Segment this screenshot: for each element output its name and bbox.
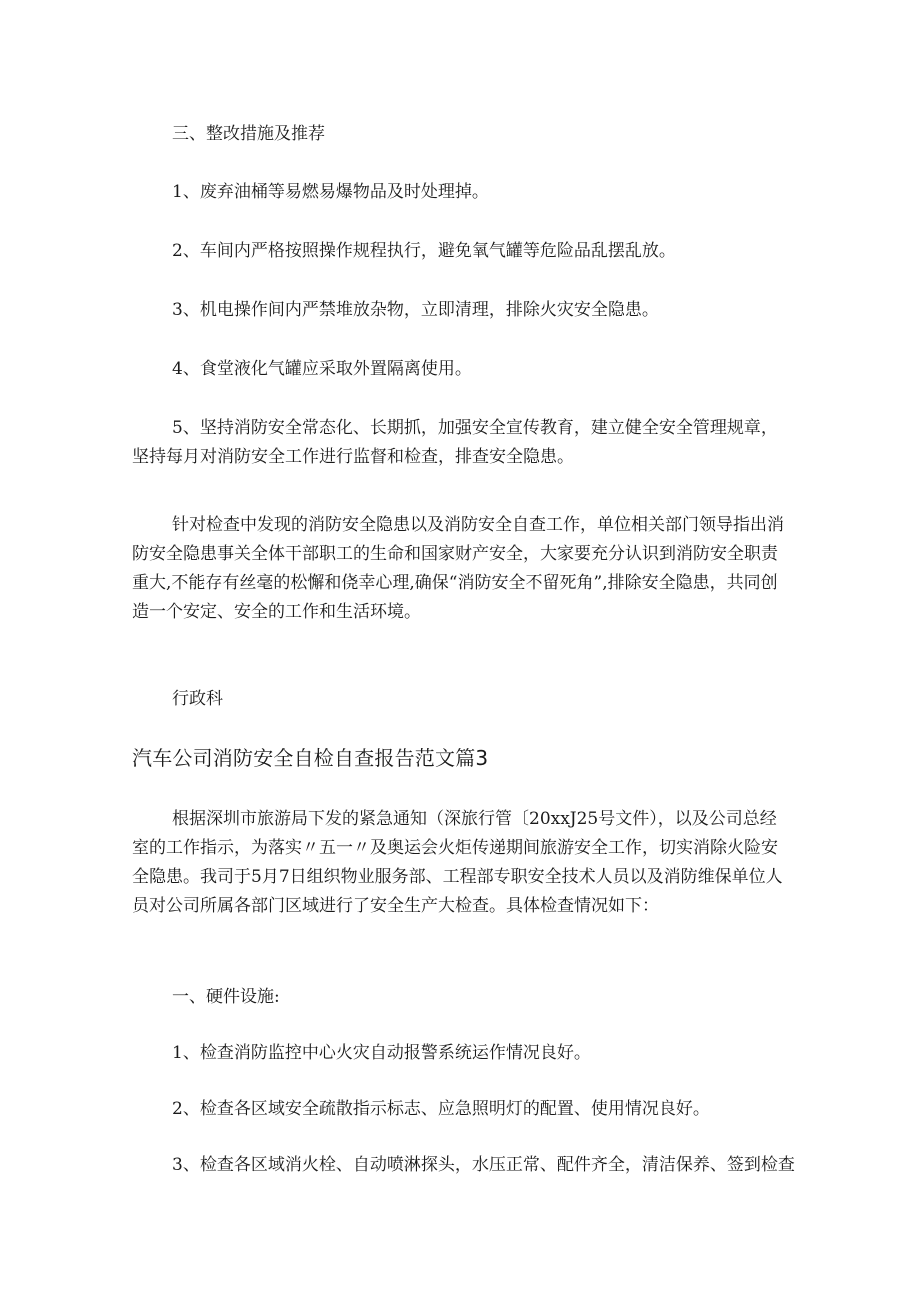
- list-item: 3、机电操作间内严禁堆放杂物，立即清理，排除火灾安全隐患。: [172, 300, 659, 320]
- list-item: 1、废弃油桶等易燃易爆物品及时处理掉。: [172, 182, 489, 202]
- intro-paragraph: 根据深圳市旅游局下发的紧急通知（深旅行管〔20xxJ25号文件），以及公司总经室的工作指示，为落实〃五一〃及奥运会火炬传递期间旅游安全工作，切实消除火险安全隐患。我司于5月7日组织物业服务部、工程部专职安全技术人员以及消防维保单位人员对公司所属各部门区域进行了安全生产大检查。具体检查情况如下：: [132, 809, 783, 916]
- section-title: 一、硬件设施:: [172, 987, 280, 1007]
- list-item: 2、检查各区域安全疏散指示标志、应急照明灯的配置、使用情况良好。: [172, 1099, 710, 1119]
- list-item: 5、坚持消防安全常态化、长期抓，加强安全宣传教育，建立健全安全管理规章，坚持每月对消防安全工作进行监督和检查，排查安全隐患。: [132, 418, 778, 467]
- article-heading: 汽车公司消防安全自检自查报告范文篇3: [132, 746, 489, 770]
- section-title: 三、整改措施及推荐: [172, 124, 325, 144]
- summary-paragraph: 针对检查中发现的消防安全隐患以及消防安全自查工作，单位相关部门领导指出消防安全隐患事关全体干部职工的生命和国家财产安全，大家要充分认识到消防安全职责重大,不能存有丝毫的松懈和侥幸心理,确保“消防安全不留死角”,排除安全隐患，共同创造一个安定、安全的工作和生活环境。: [132, 515, 784, 622]
- list-item: 3、检查各区域消火栓、自动喷淋探头，水压正常、配件齐全，清洁保养、签到检查: [172, 1155, 795, 1175]
- list-item: 1、检查消防监控中心火灾自动报警系统运作情况良好。: [172, 1043, 591, 1063]
- list-item: 4、食堂液化气罐应采取外置隔离使用。: [172, 359, 472, 379]
- list-item: 2、车间内严格按照操作规程执行，避免氧气罐等危险品乱摆乱放。: [172, 241, 676, 261]
- signature: 行政科: [172, 689, 223, 709]
